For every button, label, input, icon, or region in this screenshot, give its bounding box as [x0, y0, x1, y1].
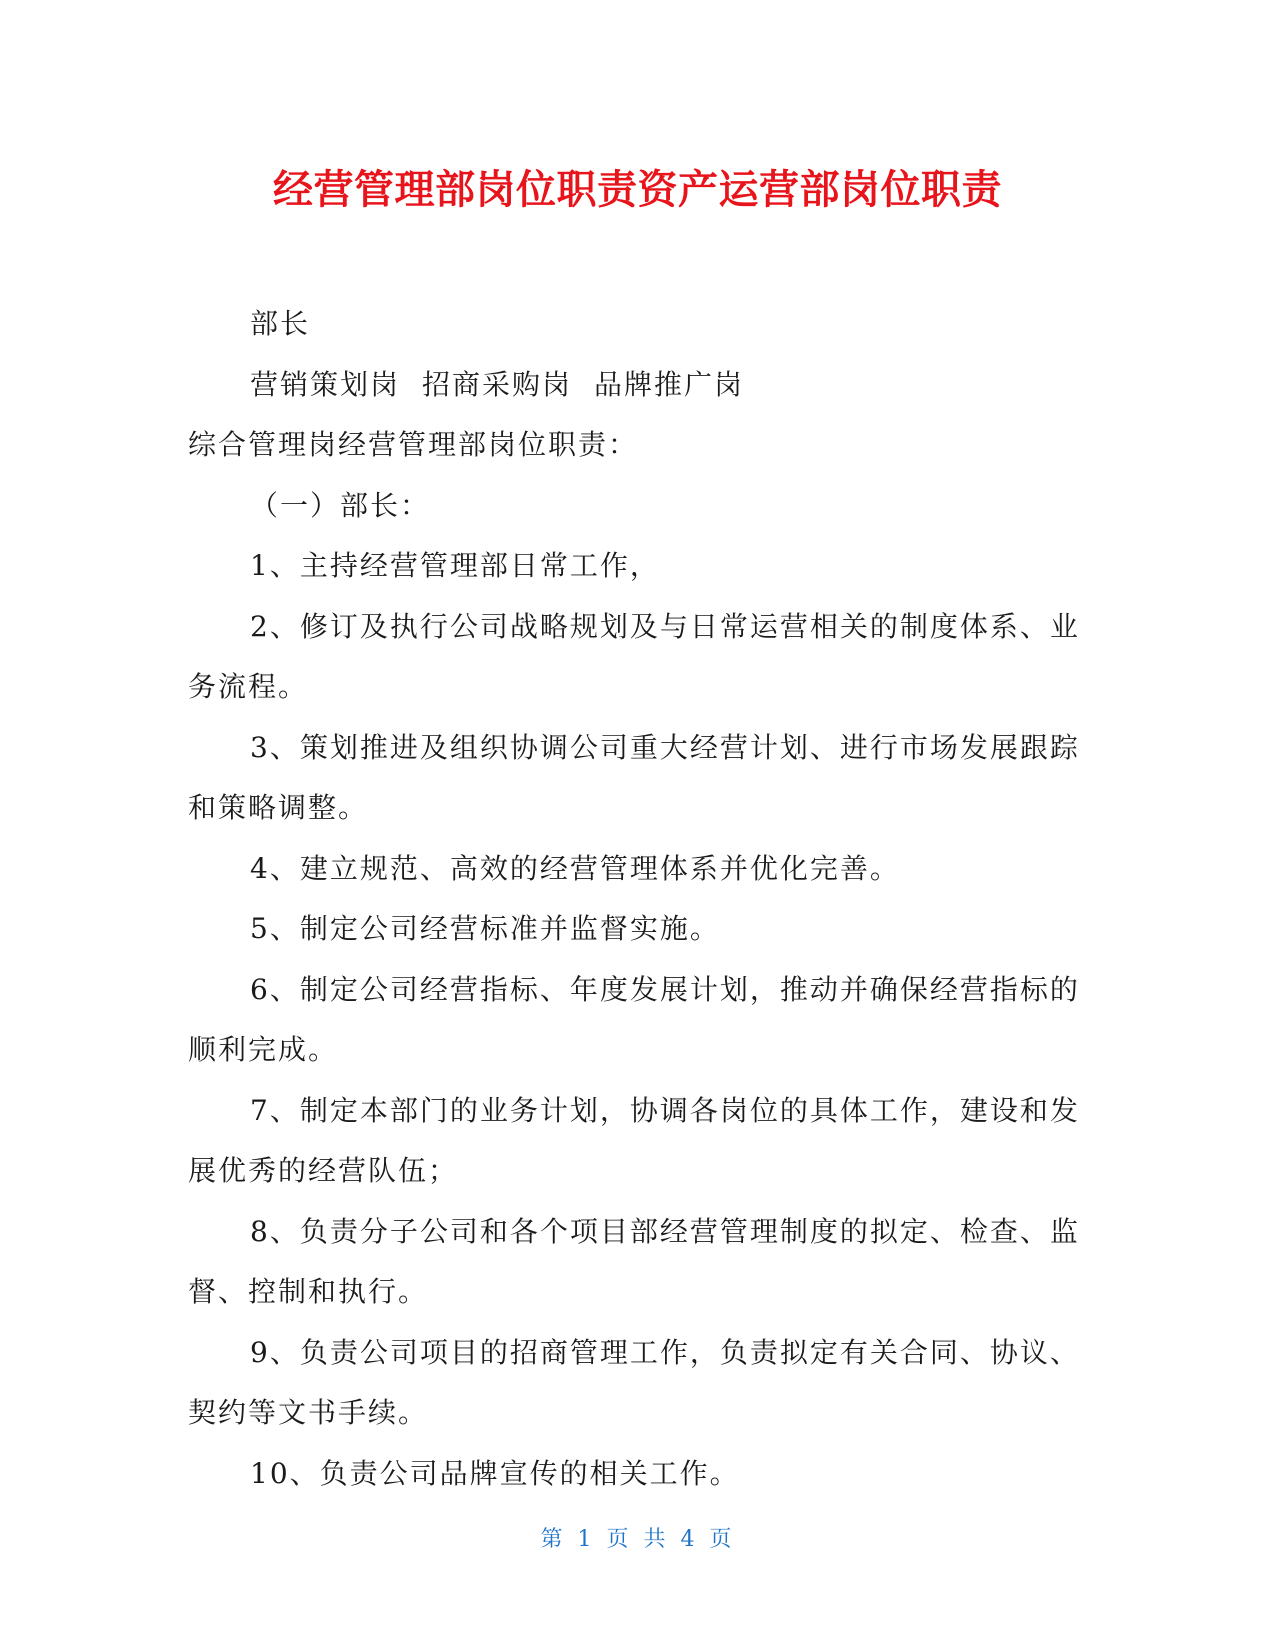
position-marketing: 营销策划岗: [250, 367, 401, 401]
duty-item: 4、建立规范、高效的经营管理体系并优化完善。: [250, 851, 900, 885]
page-current: 1: [577, 1527, 595, 1552]
duty-item: 8、负责分子公司和各个项目部经营管理制度的拟定、检查、监督、控制和执行。: [188, 1214, 1080, 1308]
duty-item: 9、负责公司项目的招商管理工作，负责拟定有关合同、协议、契约等文书手续。: [188, 1335, 1080, 1429]
page-footer: [0, 1522, 1275, 1553]
page-label: 共: [643, 1527, 669, 1552]
page-label: 第: [540, 1527, 566, 1552]
duty-item: 2、修订及执行公司战略规划及与日常运营相关的制度体系、业务流程。: [188, 609, 1080, 703]
position-procurement: 招商采购岗: [422, 367, 573, 401]
org-positions: [188, 355, 1088, 416]
duty-item: 7、制定本部门的业务计划，协调各岗位的具体工作，建设和发展优秀的经营队伍；: [188, 1093, 1080, 1187]
org-head: 部长: [250, 307, 311, 340]
section-heading: （一）部长：: [250, 488, 431, 522]
duty-item: 6、制定公司经营指标、年度发展计划，推动并确保经营指标的顺利完成。: [188, 972, 1080, 1066]
page-label: 页: [709, 1527, 735, 1552]
intro-paragraph: 综合管理岗经营管理部岗位职责：: [188, 428, 639, 461]
duty-item: 3、策划推进及组织协调公司重大经营计划、进行市场发展跟踪和策略调整。: [188, 730, 1080, 824]
duty-item: 5、制定公司经营标准并监督实施。: [250, 912, 720, 945]
position-brand: 品牌推广岗: [594, 367, 745, 401]
page-label: 页: [606, 1527, 632, 1552]
duty-item: 1、主持经营管理部日常工作，: [250, 549, 660, 582]
page-total: 4: [680, 1527, 698, 1552]
document-title: 经营管理部岗位职责资产运营部岗位职责: [273, 167, 1002, 213]
duty-item: 10、负责公司品牌宣传的相关工作。: [250, 1456, 740, 1490]
document-body: [188, 294, 1088, 1504]
